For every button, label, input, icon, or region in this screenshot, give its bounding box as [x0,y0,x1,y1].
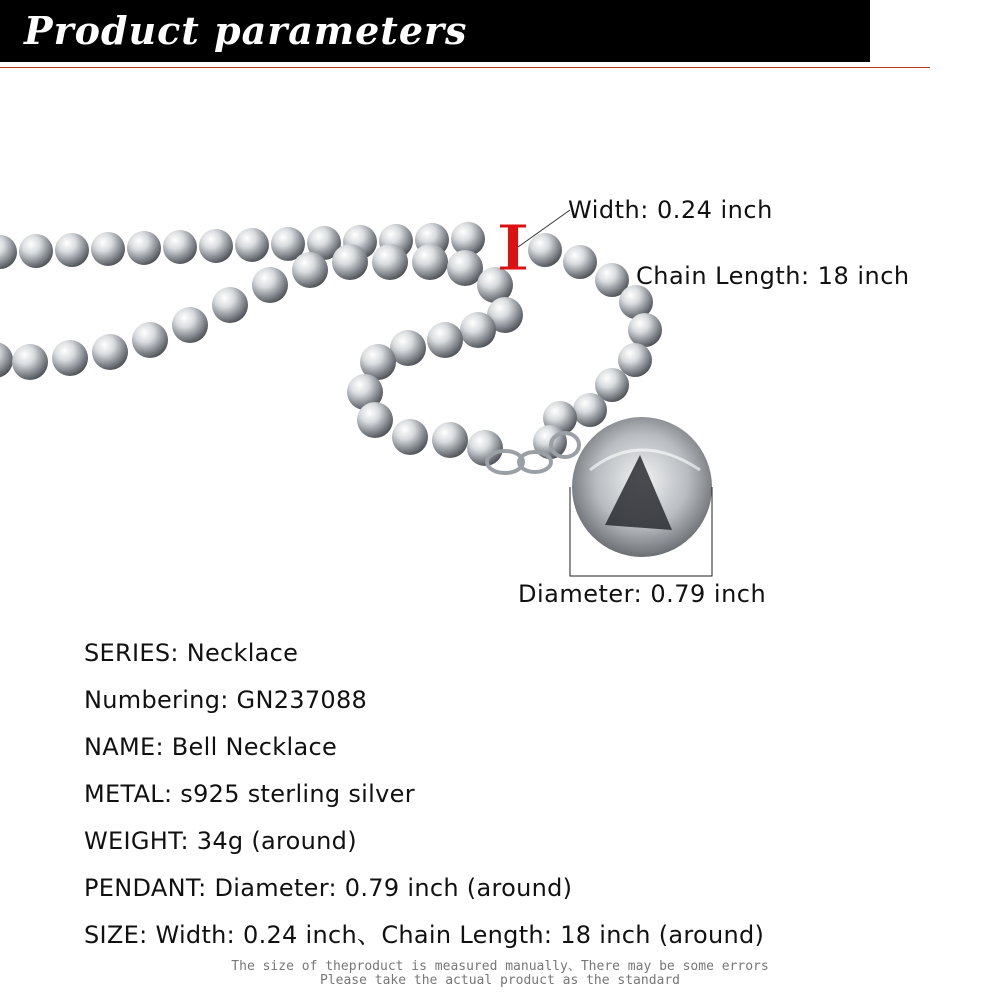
bead [0,235,17,269]
spec-list [84,630,984,959]
bead [292,252,328,288]
necklace-image [0,180,1000,620]
spec-weight [84,818,984,865]
bead [0,342,13,378]
spec-value: 34g (around) [196,827,357,855]
spec-label: PENDANT: [84,874,207,902]
spec-value: Bell Necklace [171,733,338,761]
spec-value: Width: 0.24 inch、Chain Length: 18 inch (around) [155,921,765,949]
bead [52,340,88,376]
bead [172,307,208,343]
spec-numbering [84,677,984,724]
bead [12,344,48,380]
bead [427,322,463,358]
width-callout: Width: 0.24 inch [568,196,773,224]
footnote-standard: Please take the actual product as the standard [319,973,681,988]
bead [392,419,428,455]
bead [357,402,393,438]
bead [372,244,408,280]
bead [19,234,53,268]
bead [563,245,597,279]
bead [127,231,161,265]
spec-metal [84,771,984,818]
spec-label: WEIGHT: [84,827,189,855]
bead-chain [0,222,662,466]
bead [252,267,288,303]
bead [467,430,503,466]
spec-value: Necklace [186,639,299,667]
spec-label: METAL: [84,780,173,808]
bead [132,322,168,358]
header-divider [0,67,930,68]
bead [528,233,562,267]
bead [92,334,128,370]
spec-label: SIZE: [84,921,148,949]
spec-series [84,630,984,677]
spec-name [84,724,984,771]
bead [212,287,248,323]
page-title: Product parameters [24,8,468,53]
bead [618,343,652,377]
header-bar [0,0,870,62]
chain-length-callout: Chain Length: 18 inch [636,262,910,290]
spec-label: Numbering: [84,686,229,714]
spec-label: NAME: [84,733,164,761]
diameter-callout: Diameter: 0.79 inch [518,580,767,608]
spec-size [84,912,984,959]
bead [163,230,197,264]
bead [573,393,607,427]
bead [460,312,496,348]
bead [412,244,448,280]
bead [55,233,89,267]
bead [235,228,269,262]
bead [332,244,368,280]
spec-pendant [84,865,984,912]
bead [628,313,662,347]
bead [199,229,233,263]
spec-value: Diameter: 0.79 inch (around) [214,874,573,902]
bead [91,232,125,266]
bead [432,422,468,458]
bell-pendant [572,417,712,557]
spec-value: GN237088 [236,686,368,714]
spec-value: s925 sterling silver [180,780,415,808]
footnote-measurement: The size of theproduct is measured manually、There may be some errors [231,959,769,974]
spec-label: SERIES: [84,639,179,667]
